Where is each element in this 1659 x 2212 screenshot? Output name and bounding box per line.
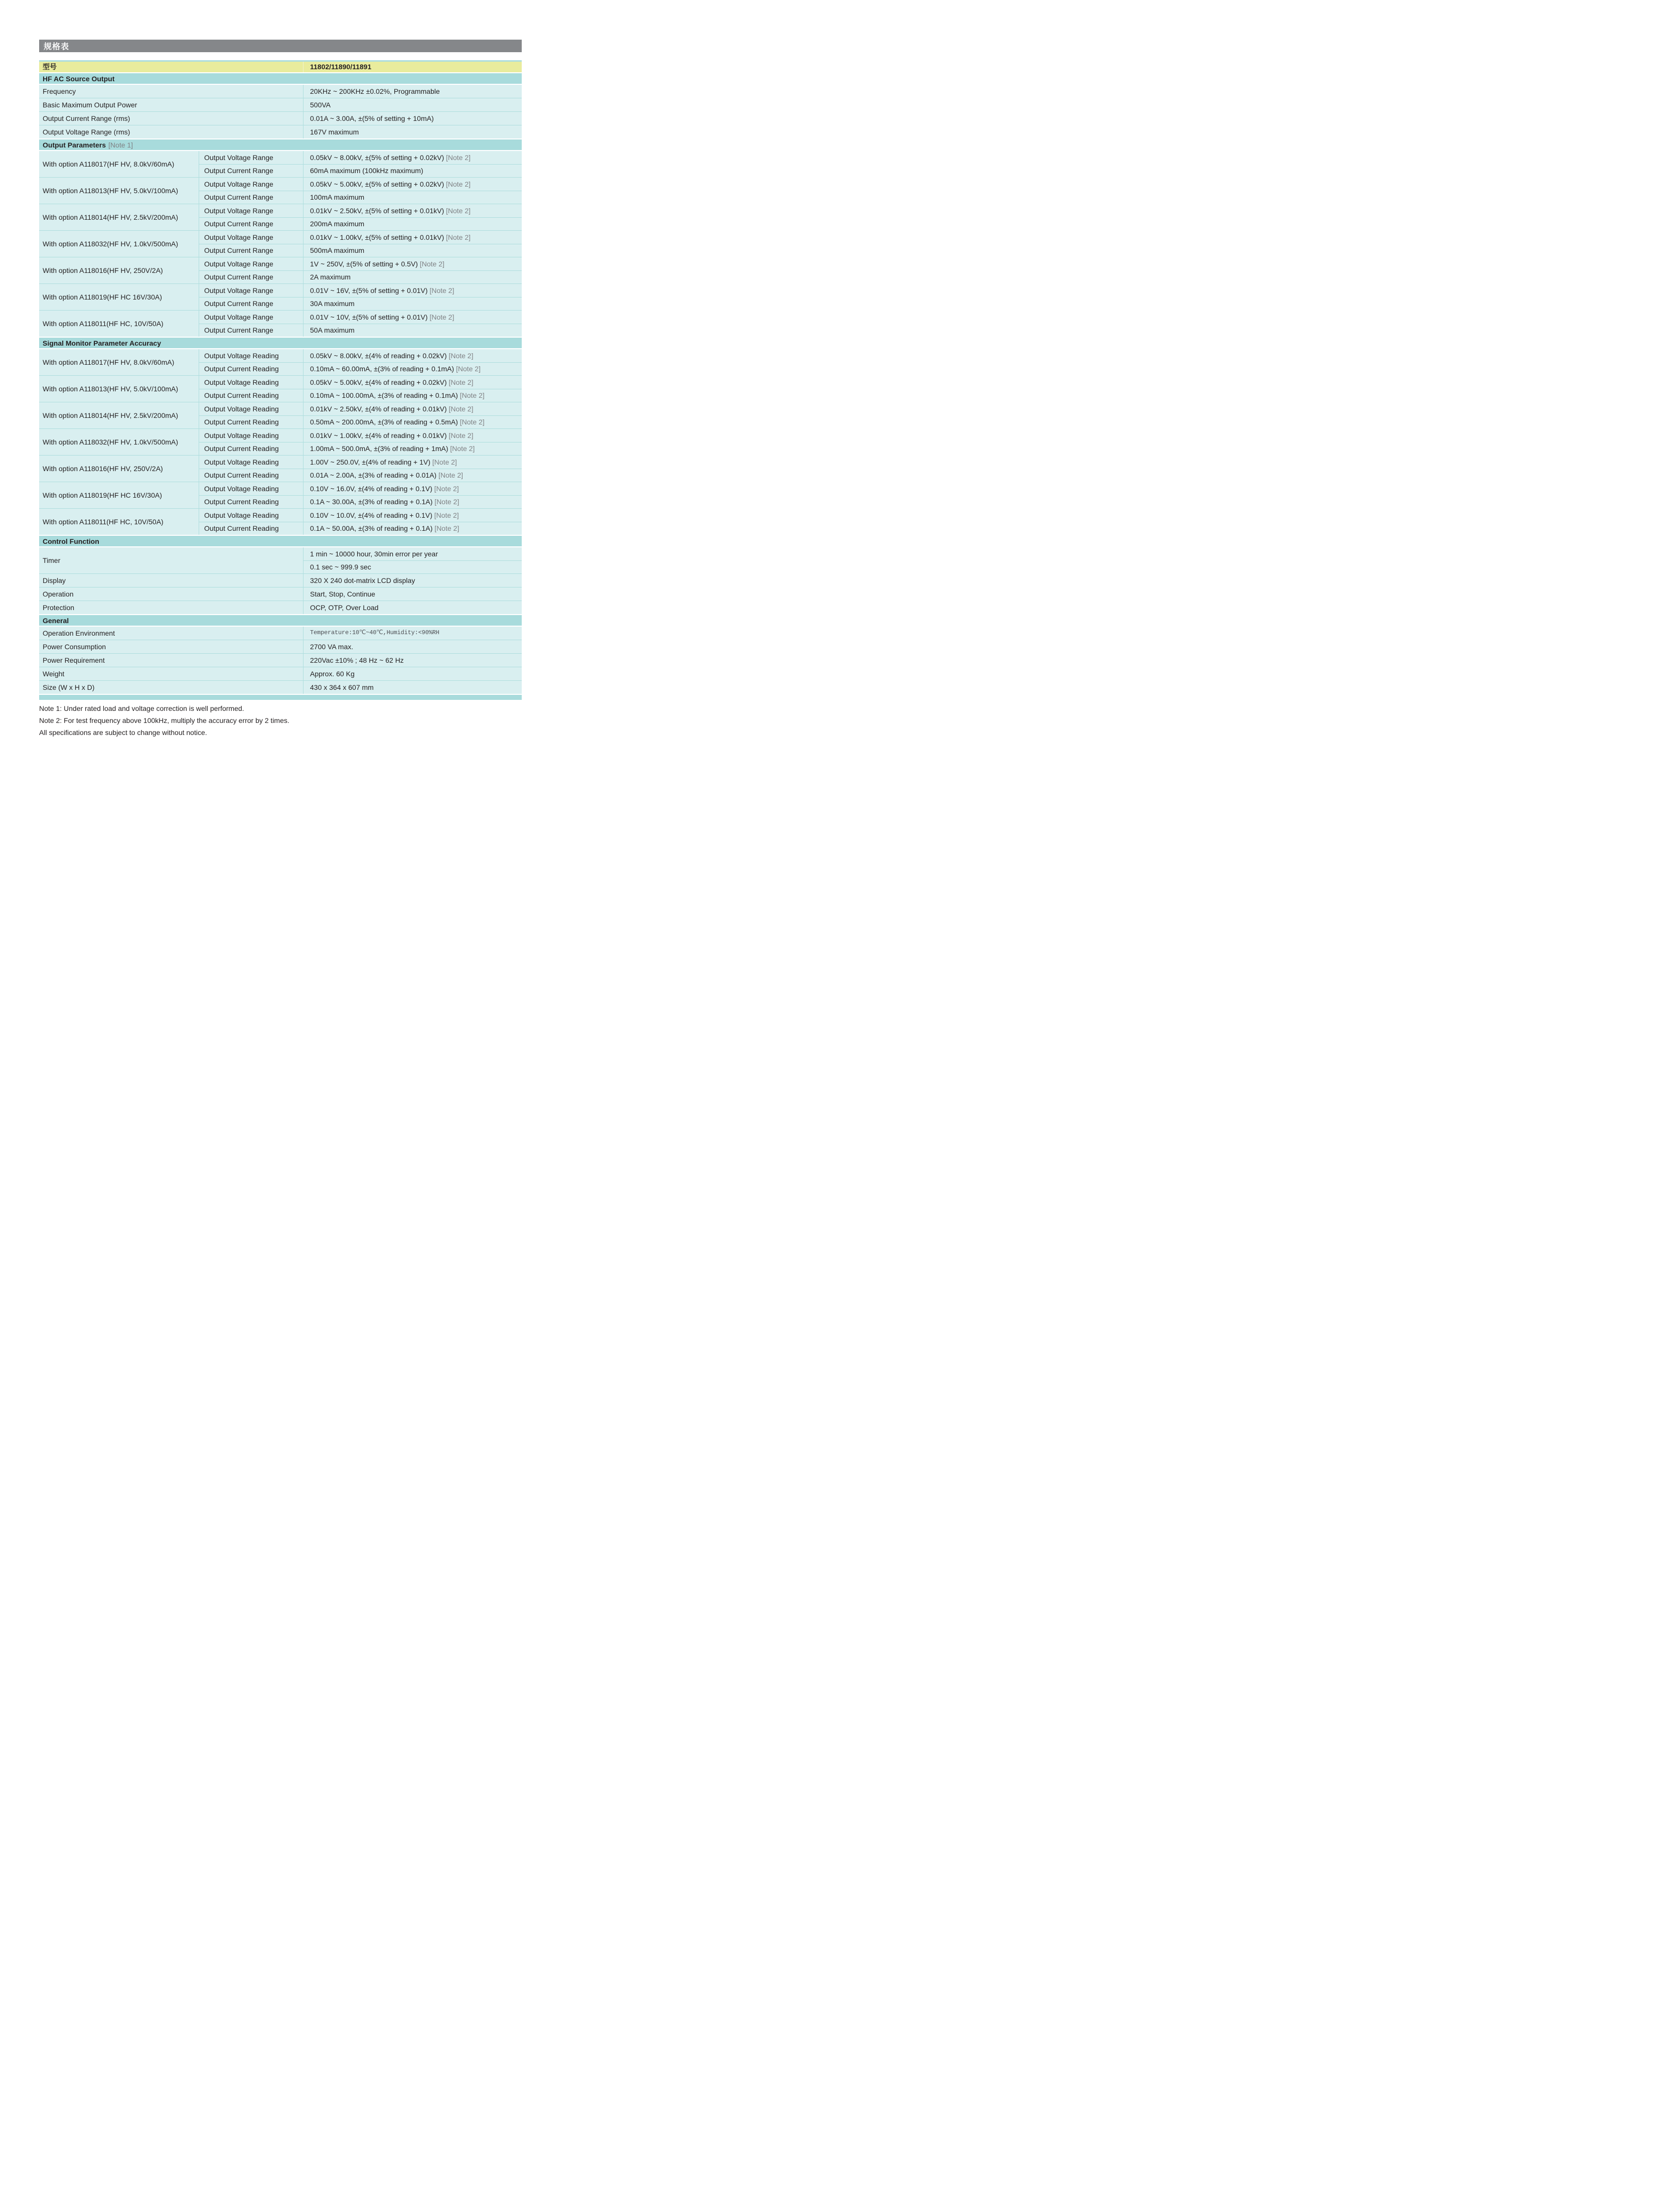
section-header [39,72,522,85]
row-value [303,125,522,138]
option-label: With option A118017(HF HV, 8.0kV/60mA) [43,160,175,168]
option-label: With option A118014(HF HV, 2.5kV/200mA) [43,411,179,419]
option-label: With option A118016(HF HV, 250V/2A) [43,464,163,473]
note-reference: [Note 2] [432,498,460,506]
note-line: Note 2: For test frequency above 100kHz, multiply the accuracy error by 2 times. [39,716,289,724]
param-value [303,297,522,310]
table-row [39,627,522,640]
option-label: With option A118011(HF HC, 10V/50A) [43,517,164,526]
param-value [303,244,522,257]
section-title-note: [Note 1] [108,140,133,149]
param-label: Output Current Range [199,217,303,230]
value-text: 2700 VA max. [310,642,354,651]
table-row [39,601,522,614]
param-value [303,522,522,535]
param-value [303,270,522,283]
value-text: 220Vac ±10% ; 48 Hz ~ 62 Hz [310,656,404,664]
note-reference: [Note 2] [444,206,471,215]
param-value [303,191,522,204]
option-label: With option A118014(HF HV, 2.5kV/200mA) [43,213,179,221]
param-value [303,429,522,442]
table-bottom-border [39,694,522,700]
row-label: Display [43,576,66,584]
param-value [303,178,522,191]
note-reference: [Note 2] [432,524,460,533]
option-label: With option A118019(HF HC 16V/30A) [43,292,162,301]
param-label: Output Voltage Range [199,178,303,191]
param-label: Output Current Range [199,297,303,310]
value-text: 0.50mA ~ 200.00mA, ±(3% of reading + 0.5mA) [310,418,458,426]
param-value [303,469,522,482]
option-label: With option A118011(HF HC, 10V/50A) [43,319,164,328]
option-label: With option A118019(HF HC 16V/30A) [43,491,162,499]
option-group [39,283,522,310]
title-bar [39,40,522,52]
value-text: 500mA maximum [310,246,365,255]
row-value [303,574,522,587]
row-label: Weight [43,669,65,678]
option-group [39,257,522,283]
table-body [39,72,522,694]
section-title: Output Parameters [43,140,106,149]
param-label: Output Current Reading [199,442,303,455]
param-label: Output Current Reading [199,415,303,428]
row-value [303,560,522,573]
notes [39,704,522,736]
value-text: 0.1A ~ 30.00A, ±(3% of reading + 0.1A) [310,498,433,506]
param-label: Output Current Range [199,191,303,204]
param-value [303,151,522,164]
row-value [303,667,522,680]
param-label: Output Current Range [199,270,303,283]
value-text: 0.01kV ~ 1.00kV, ±(4% of reading + 0.01kV) [310,431,447,439]
model-label: 型号 [43,63,57,71]
table-row [39,85,522,98]
param-value [303,389,522,402]
value-text: 0.01kV ~ 2.50kV, ±(4% of reading + 0.01kV) [310,404,447,413]
table-row [39,667,522,680]
param-value [303,349,522,362]
note-line: All specifications are subject to change without notice. [39,728,207,736]
param-value [303,456,522,469]
value-text: 500VA [310,100,331,109]
param-label: Output Current Reading [199,522,303,535]
param-value [303,231,522,244]
param-value [303,311,522,324]
row-label: Power Requirement [43,656,105,664]
param-value [303,442,522,455]
option-group [39,204,522,230]
option-group [39,455,522,482]
param-value [303,204,522,217]
note-reference: [Note 2] [448,445,475,453]
value-text: 0.10mA ~ 100.00mA, ±(3% of reading + 0.1mA) [310,391,458,400]
note-reference: [Note 2] [454,365,481,373]
value-text: 0.05kV ~ 5.00kV, ±(5% of setting + 0.02kV) [310,180,444,188]
option-group [39,177,522,204]
row-value [303,654,522,667]
param-value [303,217,522,230]
section-header [39,337,522,349]
param-label: Output Current Reading [199,389,303,402]
param-value [303,509,522,522]
value-text: 0.01kV ~ 1.00kV, ±(5% of setting + 0.01kV) [310,233,444,241]
option-group [39,230,522,257]
section-header [39,138,522,151]
param-label: Output Voltage Range [199,284,303,297]
row-label: Basic Maximum Output Power [43,100,137,109]
value-text: 0.10mA ~ 60.00mA, ±(3% of reading + 0.1mA) [310,365,455,373]
page-title: 规格表 [44,43,70,51]
table-row [39,640,522,653]
option-group [39,402,522,428]
value-text: 320 X 240 dot-matrix LCD display [310,576,415,584]
value-text: 0.05kV ~ 8.00kV, ±(5% of setting + 0.02kV) [310,153,444,162]
note-line: Note 1: Under rated load and voltage correction is well performed. [39,704,244,712]
note-reference: [Note 2] [430,458,457,466]
value-text: 0.1 sec ~ 999.9 sec [310,563,371,571]
option-group [39,310,522,337]
param-label: Output Current Reading [199,469,303,482]
value-text: 60mA maximum (100kHz maximum) [310,167,423,175]
param-label: Output Voltage Range [199,204,303,217]
value-text: 0.01A ~ 3.00A, ±(5% of setting + 10mA) [310,114,434,122]
param-label: Output Voltage Range [199,257,303,270]
value-text: Temperature:10℃~40℃,Humidity:<90%RH [310,629,439,637]
row-label: Frequency [43,87,76,95]
option-group [39,349,522,375]
row-label: Operation [43,589,74,598]
row-label: Timer [43,556,61,564]
note-reference: [Note 2] [427,286,455,294]
param-label: Output Voltage Reading [199,349,303,362]
value-text: 0.01kV ~ 2.50kV, ±(5% of setting + 0.01kV) [310,206,444,215]
param-label: Output Current Range [199,324,303,337]
param-value [303,402,522,415]
param-label: Output Voltage Reading [199,482,303,495]
table-row [39,587,522,601]
param-value [303,415,522,428]
param-label: Output Voltage Reading [199,402,303,415]
row-value [303,547,522,560]
value-text: 430 x 364 x 607 mm [310,683,374,691]
row-value [303,85,522,98]
value-text: 0.01V ~ 10V, ±(5% of setting + 0.01V) [310,313,428,321]
page [0,0,553,736]
model-value: 11802/11890/11891 [303,62,522,72]
option-label: With option A118013(HF HV, 5.0kV/100mA) [43,186,179,195]
value-text: 1 min ~ 10000 hour, 30min error per year [310,549,438,558]
row-label: Operation Environment [43,629,115,637]
note-reference: [Note 2] [458,418,485,426]
option-label: With option A118032(HF HV, 1.0kV/500mA) [43,437,179,446]
option-group [39,428,522,455]
value-text: 100mA maximum [310,193,365,202]
option-label: With option A118032(HF HV, 1.0kV/500mA) [43,239,179,248]
option-group [39,375,522,402]
section-header [39,535,522,547]
table-row [39,547,522,573]
row-value [303,640,522,653]
value-text: 0.05kV ~ 8.00kV, ±(4% of reading + 0.02kV) [310,351,447,360]
param-label: Output Voltage Range [199,231,303,244]
param-label: Output Voltage Reading [199,509,303,522]
value-text: 0.1A ~ 50.00A, ±(3% of reading + 0.1A) [310,524,433,533]
option-group [39,508,522,535]
value-text: 2A maximum [310,273,351,281]
note-reference: [Note 2] [444,180,471,188]
value-text: 30A maximum [310,300,355,308]
value-text: 0.10V ~ 16.0V, ±(4% of reading + 0.1V) [310,484,432,493]
param-value [303,495,522,508]
value-text: 0.05kV ~ 5.00kV, ±(4% of reading + 0.02kV) [310,378,447,386]
value-text: 1.00mA ~ 500.0mA, ±(3% of reading + 1mA) [310,445,448,453]
note-reference: [Note 2] [446,404,474,413]
param-label: Output Current Reading [199,362,303,375]
note-reference: [Note 2] [446,431,474,439]
param-label: Output Voltage Reading [199,429,303,442]
row-label: Protection [43,603,75,612]
row-label: Size (W x H x D) [43,683,95,691]
value-text: 0.10V ~ 10.0V, ±(4% of reading + 0.1V) [310,511,432,519]
option-label: With option A118013(HF HV, 5.0kV/100mA) [43,384,179,393]
value-text: 0.01V ~ 16V, ±(5% of setting + 0.01V) [310,286,428,294]
param-value [303,257,522,270]
option-label: With option A118017(HF HV, 8.0kV/60mA) [43,358,175,366]
note-reference: [Note 2] [446,378,474,386]
row-label: Power Consumption [43,642,106,651]
row-value [303,98,522,111]
value-text: 1V ~ 250V, ±(5% of setting + 0.5V) [310,259,418,268]
note-reference: [Note 2] [444,233,471,241]
note-reference: [Note 2] [417,259,444,268]
content [39,40,522,736]
note-reference: [Note 2] [427,313,455,321]
note-reference: [Note 2] [432,511,459,519]
section-title: Signal Monitor Parameter Accuracy [43,339,162,347]
table-row [39,653,522,667]
row-value [303,587,522,601]
param-label: Output Current Reading [199,495,303,508]
model-row [39,62,522,72]
spec-table [39,60,522,700]
note-reference: [Note 2] [458,391,485,400]
row-value [303,112,522,125]
option-group [39,482,522,508]
param-label: Output Voltage Range [199,311,303,324]
param-value [303,362,522,375]
param-value [303,324,522,337]
note-reference: [Note 2] [444,153,471,162]
option-group [39,151,522,177]
param-label: Output Voltage Range [199,151,303,164]
param-value [303,482,522,495]
section-title: General [43,616,69,625]
value-text: 0.01A ~ 2.00A, ±(3% of reading + 0.01A) [310,471,437,480]
row-value [303,681,522,694]
row-label: Output Current Range (rms) [43,114,130,122]
value-text: 20KHz ~ 200KHz ±0.02%, Programmable [310,87,440,95]
value-text: OCP, OTP, Over Load [310,603,379,612]
table-row [39,125,522,138]
row-value [303,627,522,640]
param-label: Output Voltage Reading [199,456,303,469]
value-text: 200mA maximum [310,220,365,228]
note-reference: [Note 2] [446,351,474,360]
section-title: HF AC Source Output [43,74,115,83]
row-value [303,601,522,614]
param-value [303,376,522,389]
table-row [39,573,522,587]
section-title: Control Function [43,537,99,545]
table-row [39,111,522,125]
param-value [303,164,522,177]
value-text: Approx. 60 Kg [310,669,355,678]
note-reference: [Note 2] [432,484,459,493]
section-header [39,614,522,627]
note-reference: [Note 2] [436,471,463,480]
param-label: Output Current Range [199,164,303,177]
value-text: 167V maximum [310,127,359,136]
param-label: Output Voltage Reading [199,376,303,389]
table-row [39,98,522,111]
value-text: 50A maximum [310,326,355,335]
option-label: With option A118016(HF HV, 250V/2A) [43,266,163,274]
table-row [39,680,522,694]
row-label: Output Voltage Range (rms) [43,127,130,136]
value-text: 1.00V ~ 250.0V, ±(4% of reading + 1V) [310,458,430,466]
value-text: Start, Stop, Continue [310,589,375,598]
param-value [303,284,522,297]
param-label: Output Current Range [199,244,303,257]
